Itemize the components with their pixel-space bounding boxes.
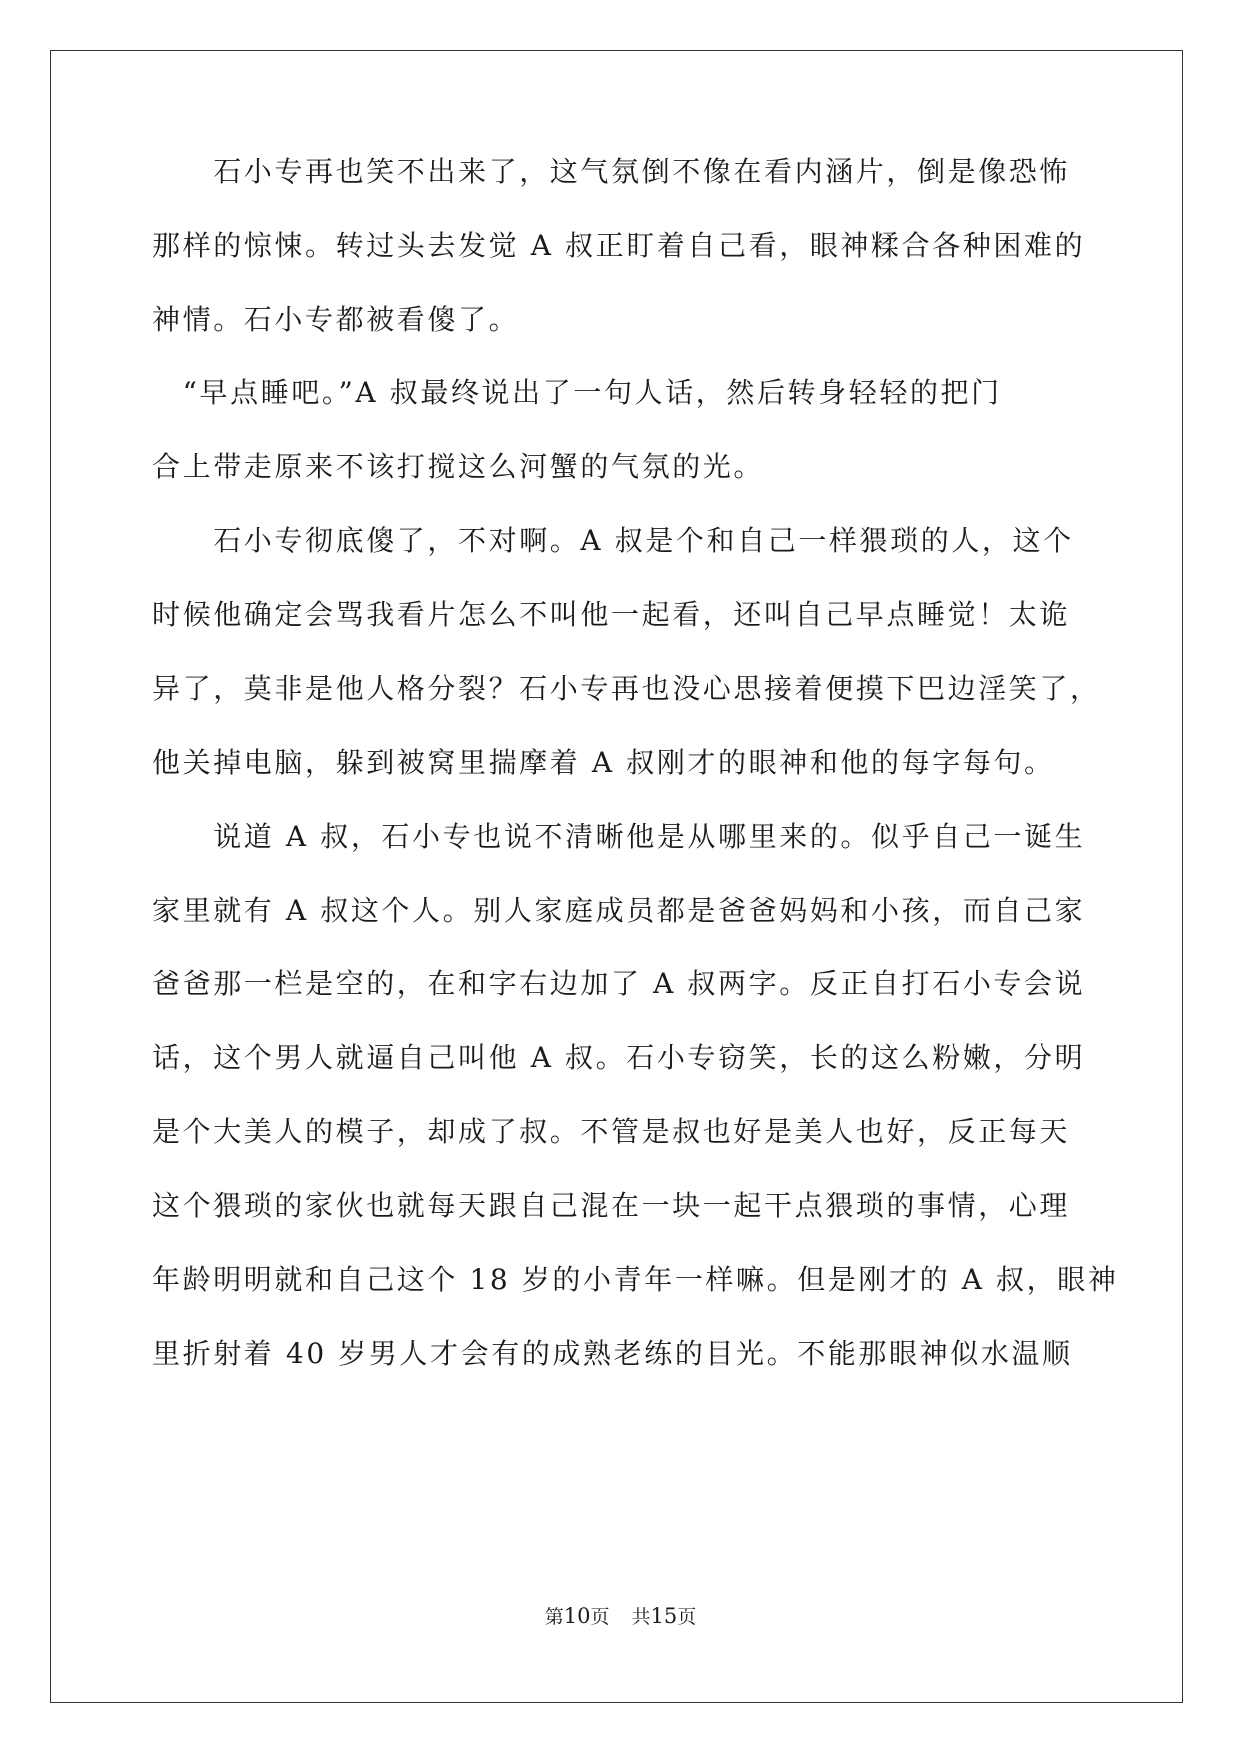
text-line: 里折射着 40 岁男人才会有的成熟老练的目光。不能那眼神似水温顺	[152, 1337, 1073, 1370]
text-line: 年龄明明就和自己这个 18 岁的小青年一样嘛。但是刚才的 A 叔，眼神	[152, 1263, 1119, 1296]
text-line: 异了，莫非是他人格分裂？石小专再也没心思接着便摸下巴边淫笑了，	[152, 672, 1101, 705]
page-footer	[0, 1604, 1241, 1629]
text-line: 石小专彻底傻了，不对啊。A 叔是个和自己一样猥琐的人，这个	[152, 524, 1074, 557]
page-total: 15	[650, 1604, 678, 1628]
page-number: 10	[563, 1604, 591, 1628]
text-line: 爸爸那一栏是空的，在和字右边加了 A 叔两字。反正自打石小专会说	[152, 967, 1086, 1000]
text-line: 石小专再也笑不出来了，这气氛倒不像在看内涵片，倒是像恐怖	[152, 155, 1071, 188]
text-line: 神情。石小专都被看傻了。	[152, 303, 520, 336]
text-line: 那样的惊悚。转过头去发觉 A 叔正盯着自己看，眼神糅合各种困难的	[152, 229, 1086, 262]
text-line: 家里就有 A 叔这个人。别人家庭成员都是爸爸妈妈和小孩，而自己家	[152, 894, 1086, 927]
text-line: 说道 A 叔，石小专也说不清晰他是从哪里来的。似乎自己一诞生	[152, 820, 1086, 853]
text-line: “早点睡吧。”A 叔最终说出了一句人话，然后转身轻轻的把门	[152, 376, 1002, 409]
page-prefix: 第	[544, 1606, 564, 1628]
page-unit: 页	[590, 1606, 610, 1628]
total-prefix: 共	[631, 1606, 651, 1628]
total-unit: 页	[677, 1606, 697, 1628]
text-line: 时候他确定会骂我看片怎么不叫他一起看，还叫自己早点睡觉！太诡	[152, 598, 1071, 631]
text-line: 他关掉电脑，躲到被窝里揣摩着 A 叔刚才的眼神和他的每字每句。	[152, 746, 1055, 779]
text-line: 是个大美人的模子，却成了叔。不管是叔也好是美人也好，反正每天	[152, 1115, 1071, 1148]
text-line: 合上带走原来不该打搅这么河蟹的气氛的光。	[152, 450, 765, 483]
page-border	[50, 50, 1183, 1703]
text-line: 话，这个男人就逼自己叫他 A 叔。石小专窃笑，长的这么粉嫩，分明	[152, 1041, 1086, 1074]
text-line: 这个猥琐的家伙也就每天跟自己混在一块一起干点猥琐的事情，心理	[152, 1189, 1071, 1222]
